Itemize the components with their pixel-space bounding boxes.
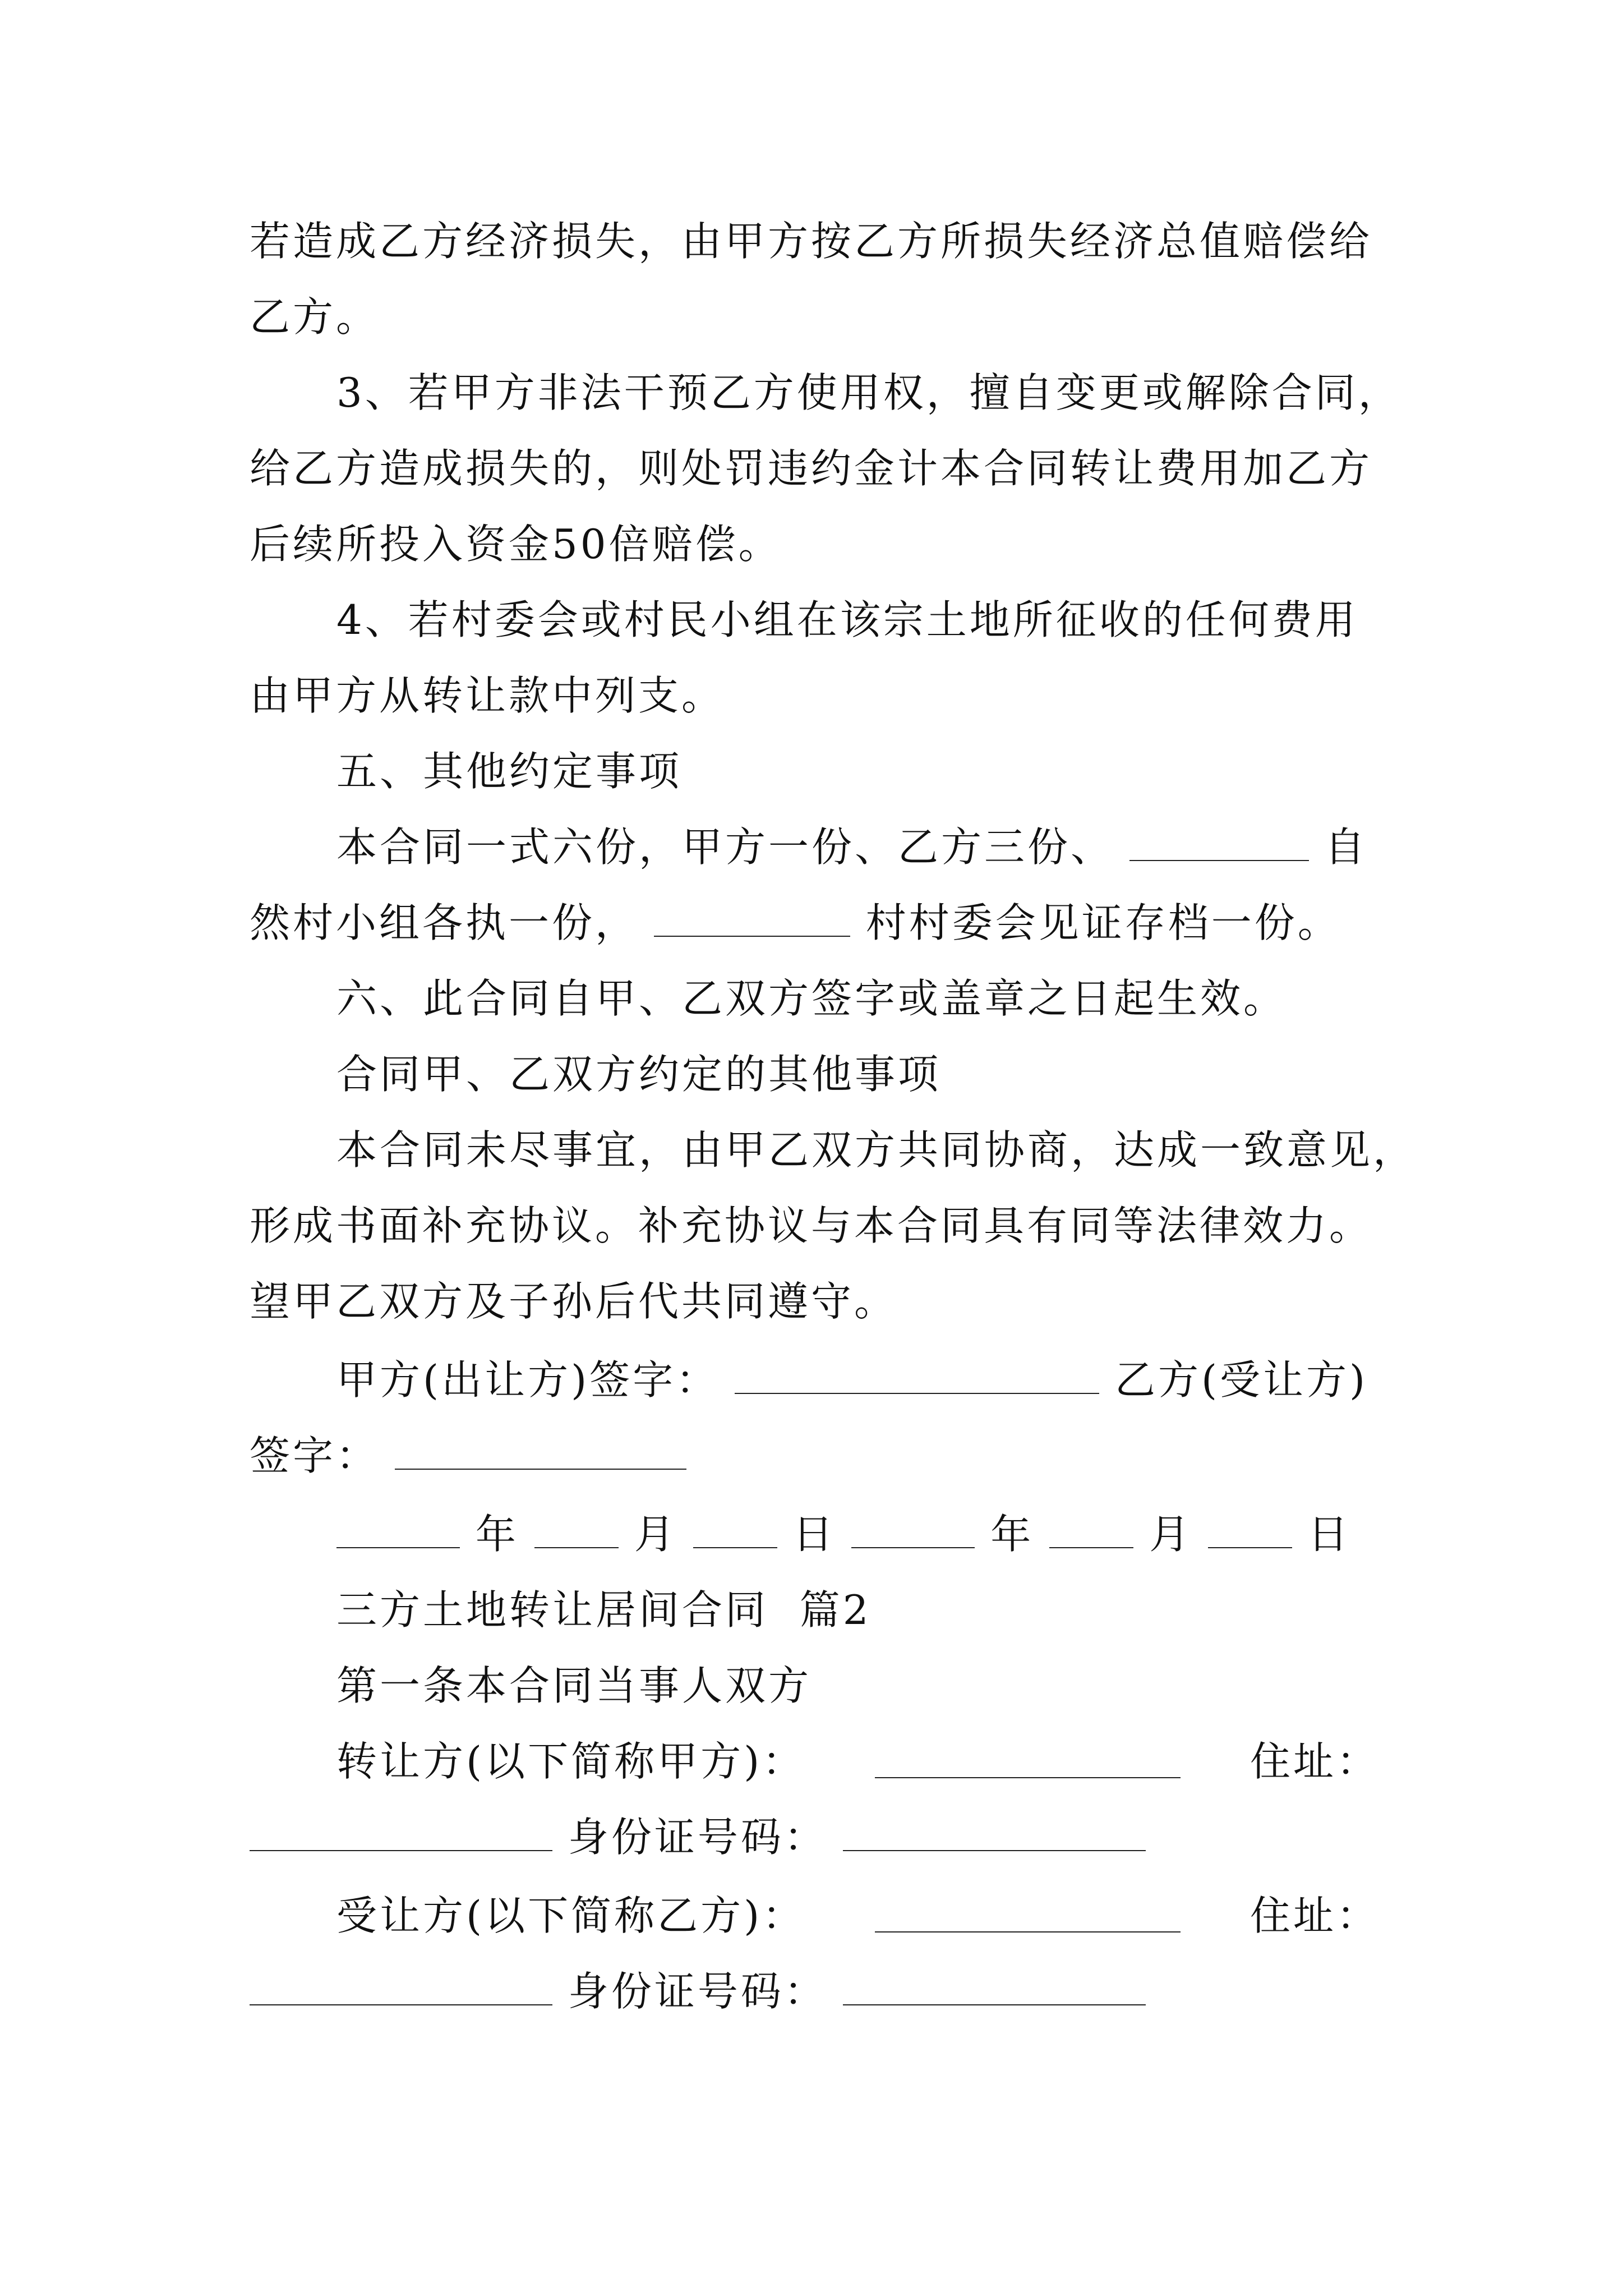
text: 后续所投入资金50倍赔偿。: [250, 521, 782, 568]
text: 日: [1307, 1511, 1351, 1558]
text: 受让方(以下简称乙方)：: [336, 1892, 806, 1939]
text: 甲方(出让方)签字：: [336, 1356, 720, 1404]
text: 日: [792, 1511, 836, 1558]
text: 由甲方从转让款中列支。: [250, 672, 725, 719]
text: 形成书面补充协议。补充协议与本合同具有同等法律效力。: [250, 1202, 1373, 1249]
text: 签字：: [250, 1432, 380, 1479]
name-blank: [875, 1745, 1181, 1778]
text: 转让方(以下简称甲方)：: [336, 1738, 806, 1785]
text: 3、若甲方非法干预乙方使用权，擅自变更或解除合同，: [336, 369, 1401, 416]
name-blank: [875, 1899, 1181, 1932]
text: 第一条本合同当事人双方: [336, 1662, 812, 1709]
day-blank: [693, 1515, 777, 1548]
address-blank: [250, 1818, 552, 1851]
signature-blank: [395, 1436, 686, 1470]
party-line: [250, 1966, 1394, 2017]
section-heading: [336, 1049, 1481, 1099]
text: 若造成乙方经济损失，由甲方按乙方所损失经济总值赔偿给: [250, 218, 1373, 265]
text: 年: [475, 1511, 519, 1558]
signature-line: [250, 1430, 1394, 1481]
blank-line: [1129, 827, 1309, 861]
text: 住址：: [1249, 1892, 1380, 1939]
text: 给乙方造成损失的，则处罚违约金计本合同转让费用加乙方: [250, 445, 1373, 492]
paragraph-line: [250, 292, 1394, 342]
text: 自: [1324, 823, 1368, 871]
text: 身份证号码：: [568, 1968, 827, 2015]
section-title: [336, 1585, 1481, 1635]
text: 三方土地转让居间合同 篇2: [336, 1586, 872, 1634]
paragraph-line: [336, 595, 1481, 645]
year-blank: [851, 1515, 975, 1548]
paragraph-line: [250, 1200, 1394, 1251]
text: 本合同一式六份，甲方一份、乙方三份、: [336, 823, 1114, 871]
paragraph-line: [250, 216, 1394, 266]
year-blank: [336, 1515, 460, 1548]
text: 身份证号码：: [568, 1814, 827, 1861]
text: 五、其他约定事项: [336, 748, 683, 795]
id-number-blank: [843, 1818, 1146, 1851]
id-number-blank: [843, 1972, 1146, 2005]
party-line: [336, 1890, 1380, 1941]
text: 村村委会见证存档一份。: [865, 899, 1341, 946]
day-blank: [1208, 1515, 1292, 1548]
paragraph-line: [250, 443, 1394, 494]
text: 乙方(受让方): [1114, 1356, 1368, 1404]
text: 望甲乙双方及子孙后代共同遵守。: [250, 1278, 898, 1325]
paragraph-line: [250, 1276, 1394, 1327]
month-blank: [534, 1515, 619, 1548]
text: 月: [634, 1511, 677, 1558]
signature-blank: [735, 1360, 1099, 1394]
paragraph-line: [250, 519, 1394, 569]
signature-line: [336, 1355, 1481, 1405]
text: 住址：: [1249, 1738, 1380, 1785]
text: 年: [990, 1511, 1034, 1558]
paragraph-line: [336, 822, 1481, 872]
address-blank: [250, 1972, 552, 2005]
paragraph-line: [250, 670, 1394, 721]
date-line: [336, 1509, 1481, 1559]
section-heading: [336, 746, 1481, 797]
text: 4、若村委会或村民小组在该宗土地所征收的任何费用: [336, 596, 1358, 643]
text: 月: [1149, 1511, 1193, 1558]
paragraph-line: [336, 367, 1481, 418]
blank-line: [654, 903, 850, 937]
section-heading: [336, 1660, 1481, 1711]
party-line: [336, 1736, 1380, 1787]
text: 乙方。: [250, 293, 380, 341]
paragraph-line: [336, 973, 1481, 1024]
party-line: [250, 1812, 1394, 1862]
text: 然村小组各执一份，: [250, 899, 639, 946]
text: 本合同未尽事宜，由甲乙双方共同协商，达成一致意见，: [336, 1126, 1417, 1174]
month-blank: [1049, 1515, 1133, 1548]
text: 六、此合同自甲、乙双方签字或盖章之日起生效。: [336, 975, 1287, 1022]
paragraph-line: [336, 1125, 1481, 1175]
text: 合同甲、乙双方约定的其他事项: [336, 1051, 942, 1098]
paragraph-line: [250, 898, 1394, 948]
